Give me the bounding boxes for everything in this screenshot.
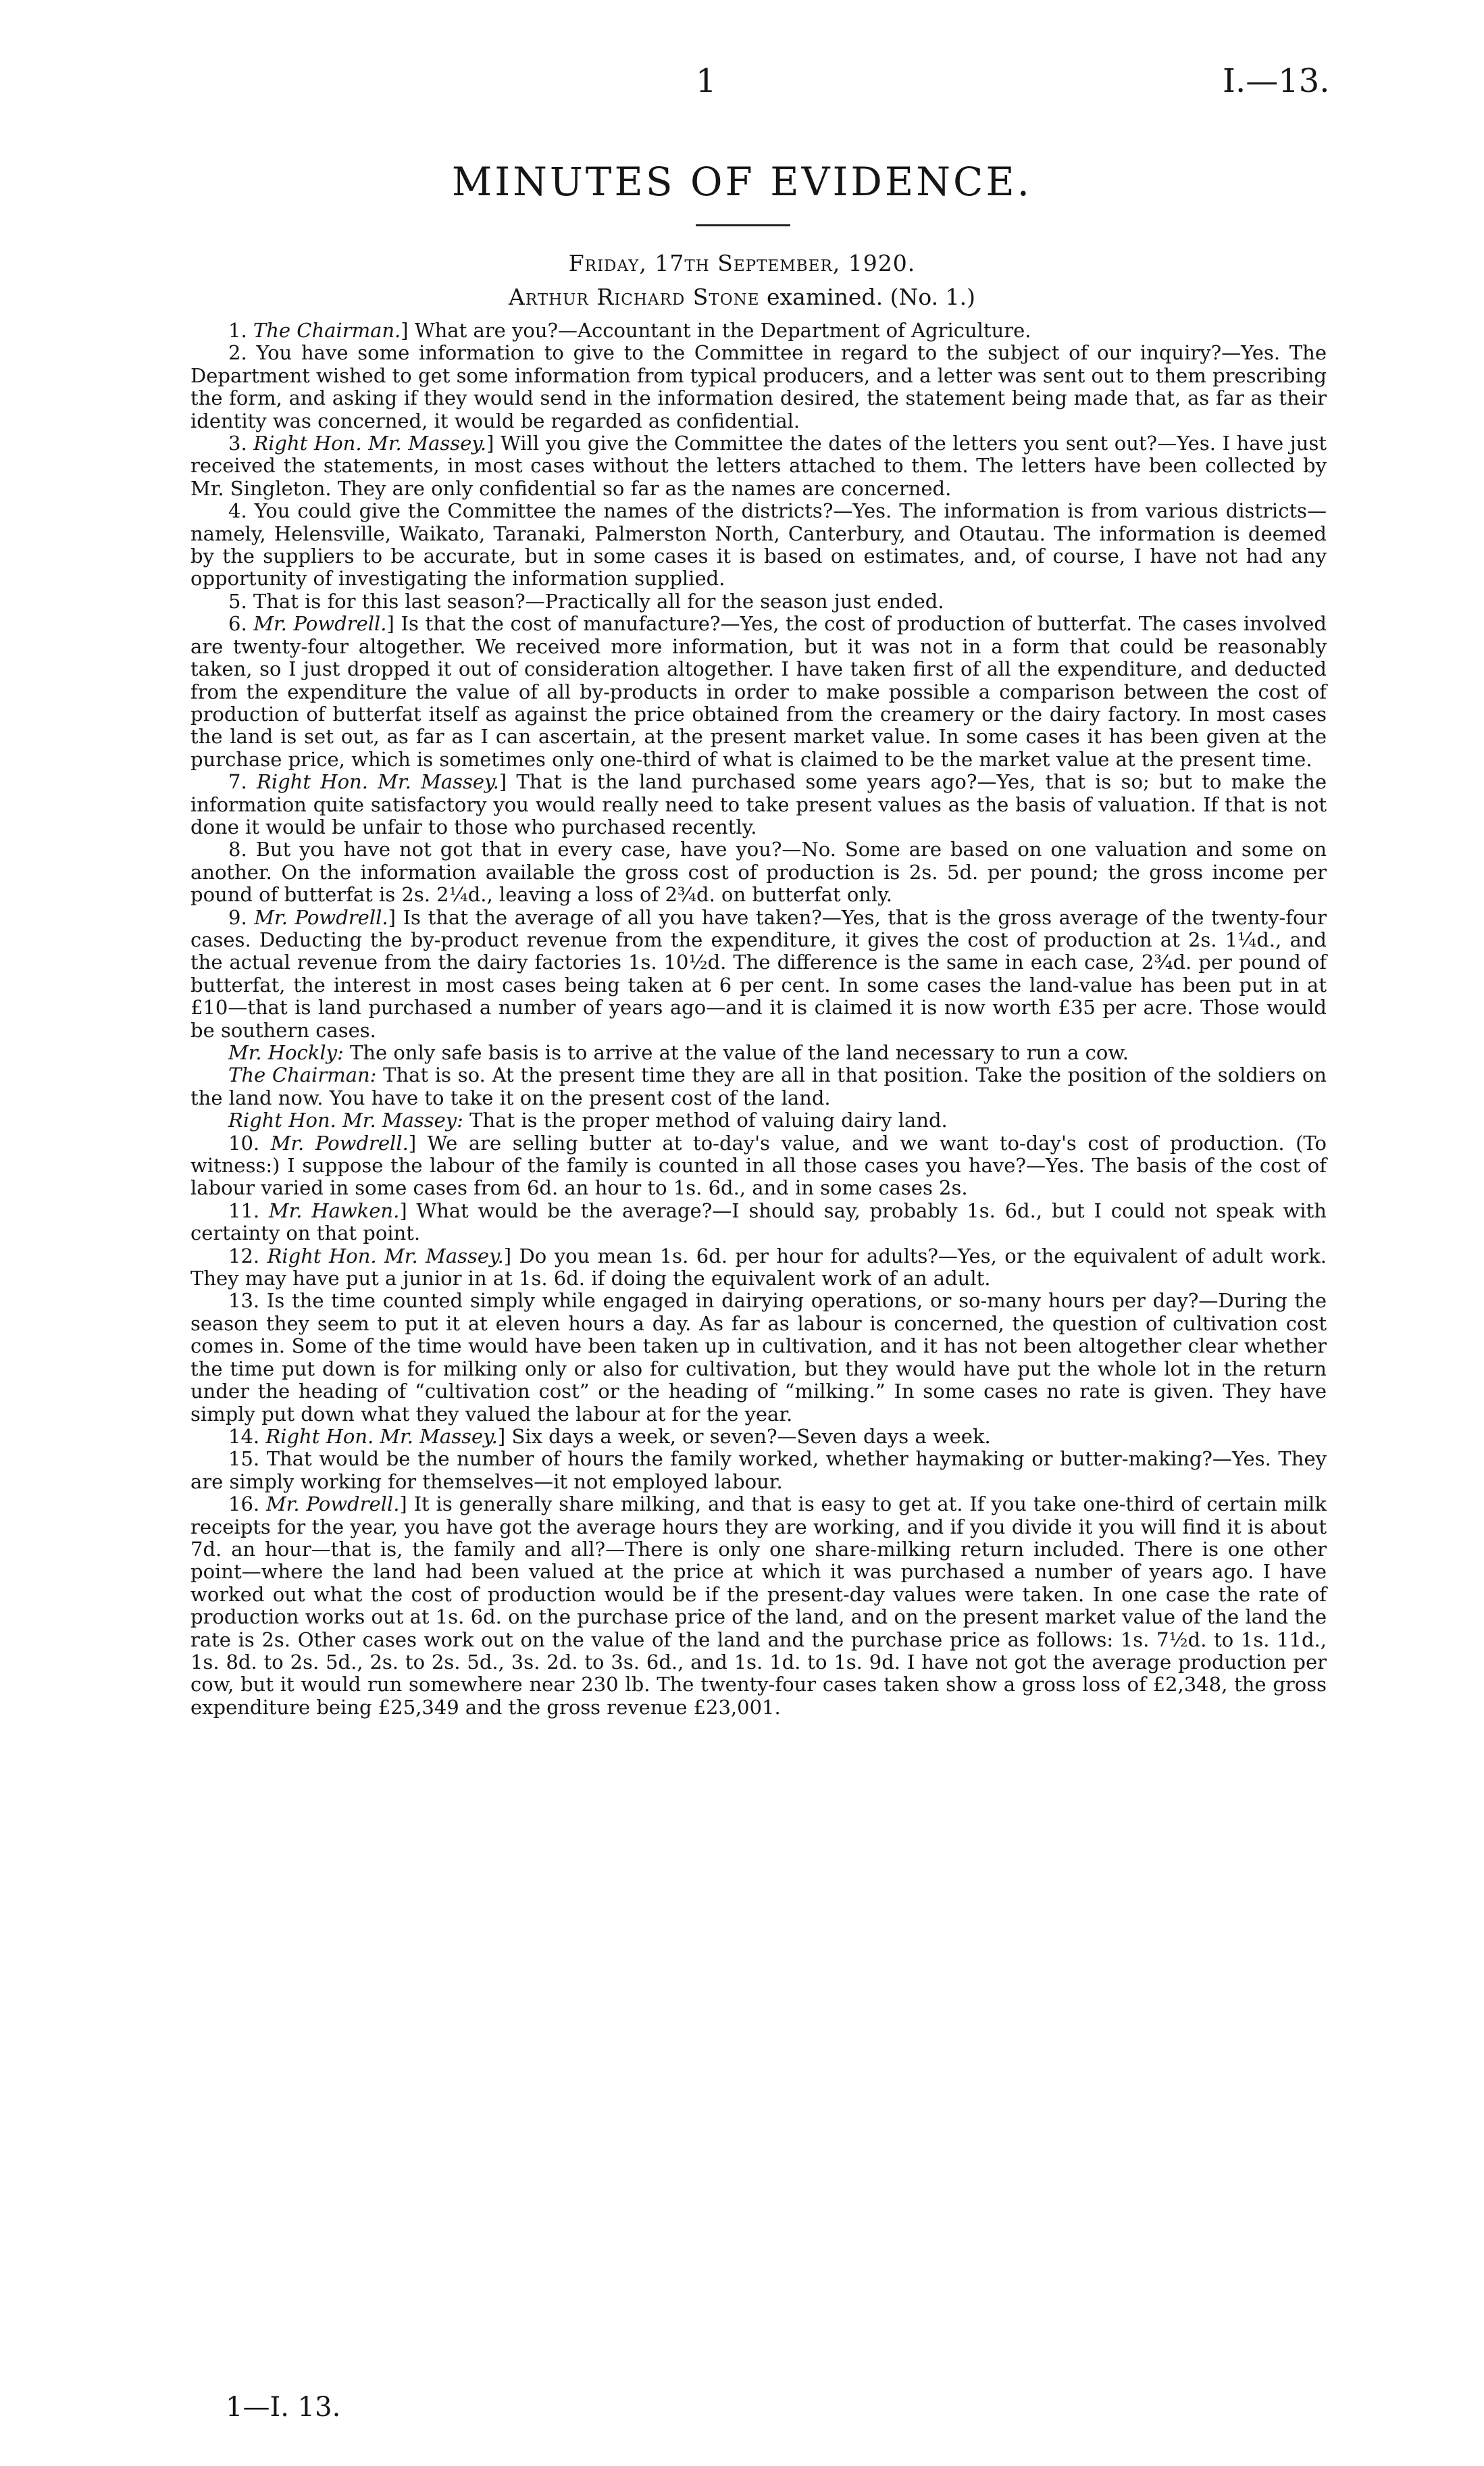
speaker-name: Right Hon. Mr. Massey: (228, 1109, 463, 1132)
evidence-paragraph: Mr. Hockly: The only safe basis is to arrive at the value of the land necessary to run a cow. (228, 1041, 1129, 1064)
evidence-paragraph: 1. The Chairman.] What are you?—Accountant in the Department of Agriculture. (228, 319, 1031, 342)
speaker-name: Mr. Powdrell. (253, 612, 387, 636)
footer-signature: 1—I. 13. (226, 2392, 341, 2423)
speaker-name: The Chairman. (253, 319, 401, 342)
paper-reference: I.—13. (1223, 62, 1330, 100)
evidence-paragraph: 16. Mr. Powdrell.] It is generally share milking, and that is easy to get at. If you take one-third of certain milk receipts for the year, you have got the average hours they are working, and if you divide it you will find it is about 7d. an hour—that is, the family and all?—There is only one share-milking return included. There is one other point—where the land had been valued at the price at which it was purchased a number of years ago. I have worked out what the cost of production would be if the present-day values were taken. In one case the rate of production works out at 1s. 6d. on the purchase price of the land, and on the present market value of the land the rate is 2s. Other cases work out on the value of the land and the purchase price as follows: 1s. 7½d. to 1s. 11d., 1s. 8d. to 2s. 5d., 2s. to 2s. 5d., 3s. 2d. to 3s. 6d., and 1s. 1d. to 1s. 9d. I have not got the average production per cow, but it would run somewhere near 230 lb. The twenty-four cases taken show a gross loss of £2,348, the gross expenditure being £25,349 and the gross revenue £23,001. (190, 1492, 1327, 1719)
evidence-paragraph: 9. Mr. Powdrell.] Is that the average of all you have taken?—Yes, that is the gross average of the twenty-four cases. Deducting the by-product revenue from the expenditure, it gives the cost of production at 2s. 1¼d., and the actual revenue from the dairy factories 1s. 10½d. The difference is the same in each case, 2¾d. per pound of butterfat, the interest in most cases being taken at 6 per cent. In some cases the land-value has been put in at £10—that is land purchased a number of years ago—and it is claimed it is now worth £35 per acre. Those would be southern cases. (190, 905, 1327, 1042)
evidence-paragraph: 8. But you have not got that in every case, have you?—No. Some are based on one valuation and some on another. On the information available the gross cost of production is 2s. 5d. per pound; the gross income per pound of butterfat is 2s. 2¼d., leaving a loss of 2¾d. on butterfat only. (190, 838, 1327, 907)
page-number: 1 (696, 62, 717, 100)
speaker-name: Mr. Hawken. (268, 1199, 400, 1222)
speaker-name: Mr. Hockly: (228, 1041, 344, 1064)
evidence-paragraph: Right Hon. Mr. Massey: That is the proper method of valuing dairy land. (228, 1109, 948, 1132)
speaker-name: Right Hon. Mr. Massey. (265, 1424, 498, 1448)
title-divider (696, 224, 790, 226)
speaker-name: Right Hon. Mr. Massey. (253, 432, 487, 455)
speaker-name: Mr. Powdrell. (265, 1492, 400, 1516)
speaker-name: The Chairman: (228, 1063, 377, 1087)
speaker-name: Right Hon. Mr. Massey. (256, 770, 499, 794)
evidence-paragraph: 3. Right Hon. Mr. Massey.] Will you give the Committee the dates of the letters you sent out?—Yes. I have just received the statements, in most cases without the letters attached to them. The letters have been collected by Mr. Singleton. They are only confidential so far as the names are concerned. (190, 432, 1327, 500)
speaker-name: Right Hon. Mr. Massey. (267, 1244, 504, 1267)
date-line: Friday, 17th September, 1920. (568, 250, 916, 276)
evidence-body (190, 320, 1327, 1719)
witness-suffix: examined. (No. 1.) (759, 284, 975, 310)
evidence-paragraph: 2. You have some information to give to the Committee in regard to the subject of our inquiry?—Yes. The Department wished to get some information from typical producers, and a letter was sent out to them prescribing the form, and asking if they would send in the information desired, the statement being made that, as far as their identity was concerned, it would be regarded as confidential. (190, 341, 1327, 432)
evidence-paragraph: 12. Right Hon. Mr. Massey.] Do you mean 1s. 6d. per hour for adults?—Yes, or the equivalent of adult work. They may have put a junior in at 1s. 6d. if doing the equivalent work of an adult. (190, 1244, 1327, 1290)
evidence-paragraph: 15. That would be the number of hours the family worked, whether haymaking or butter-making?—Yes. They are simply working for themselves—it not employed labour. (190, 1447, 1327, 1493)
evidence-paragraph: 10. Mr. Powdrell.] We are selling butter at to-day's value, and we want to-day's cost of production. (To witness:) I suppose the labour of the family is counted in all those cases you have?—Yes. The basis of the cost of labour varied in some cases from 6d. an hour to 1s. 6d., and in some cases 2s. (190, 1131, 1327, 1200)
evidence-paragraph: The Chairman: That is so. At the present time they are all in that position. Take the position of the soldiers on the land now. You have to take it on the present cost of the land. (190, 1063, 1327, 1109)
evidence-paragraph: 4. You could give the Committee the names of the districts?—Yes. The information is from various districts—namely, Helensville, Waikato, Taranaki, Palmerston North, Canterbury, and Otautau. The information is deemed by the suppliers to be accurate, but in some cases it is based on estimates, and, of course, I have not had any opportunity of investigating the information supplied. (190, 499, 1327, 590)
evidence-paragraph: 6. Mr. Powdrell.] Is that the cost of manufacture?—Yes, the cost of production of butterfat. The cases involved are twenty-four altogether. We received more information, but it was not in a form that could be reasonably taken, so I just dropped it out of consideration altogether. I have taken first of all the expenditure, and deducted from the expenditure the value of all by-products in order to make possible a comparison between the cost of production of butterfat itself as against the price obtained from the creamery or the dairy factory. In most cases the land is set out, as far as I can ascertain, at the present market value. In some cases it has been given at the purchase price, which is sometimes only one-third of what is claimed to be the market value at the present time. (190, 612, 1327, 771)
evidence-paragraph: 7. Right Hon. Mr. Massey.] That is the land purchased some years ago?—Yes, that is so; but to make the information quite satisfactory you would really need to take present values as the basis of valuation. If that is not done it would be unfair to those who purchased recently. (190, 770, 1327, 838)
evidence-paragraph: 13. Is the time counted simply while engaged in dairying operations, or so-many hours per day?—During the season they seem to put it at eleven hours a day. As far as labour is concerned, the question of cultivation cost comes in. Some of the time would have been taken up in cultivation, and it has not been altogether clear whether the time put down is for milking only or also for cultivation, but they would have put the whole lot in the return under the heading of “cultivation cost” or the heading of “milking.” In some cases no rate is given. They have simply put down what they valued the labour at for the year. (190, 1289, 1327, 1426)
evidence-paragraph: 11. Mr. Hawken.] What would be the average?—I should say, probably 1s. 6d., but I could not speak with certainty on that point. (190, 1199, 1327, 1245)
page-title: MINUTES OF EVIDENCE. (451, 159, 1033, 205)
speaker-name: Mr. Powdrell. (270, 1131, 409, 1155)
evidence-paragraph: 5. That is for this last season?—Practically all for the season just ended. (228, 589, 944, 613)
evidence-paragraph: 14. Right Hon. Mr. Massey.] Six days a week, or seven?—Seven days a week. (228, 1424, 991, 1448)
speaker-name: Mr. Powdrell. (254, 905, 388, 929)
witness-line (0, 284, 1484, 310)
witness-name: Arthur Richard Stone (509, 284, 760, 310)
